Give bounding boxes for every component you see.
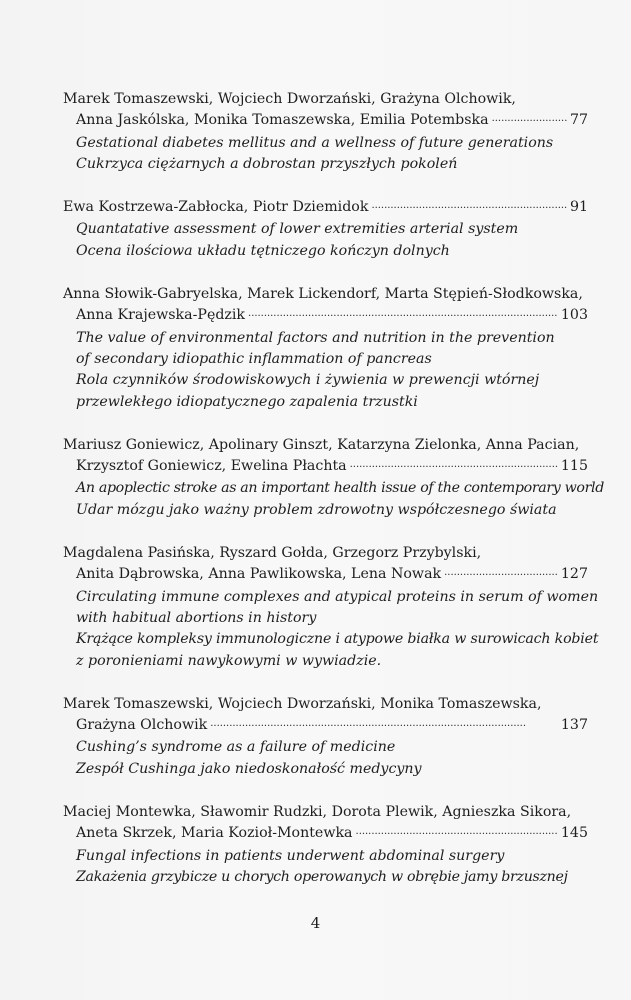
page-ref: 145 — [560, 825, 588, 842]
dot-leader — [350, 453, 558, 475]
article-title-en: Cushing’s syndrome as a failure of medicine — [76, 739, 396, 756]
article-title-en: An apoplectic stroke as an important health issue of the contemporary world — [76, 480, 604, 497]
dot-leader — [210, 712, 558, 734]
page-ref: 103 — [560, 307, 588, 324]
authors-line: Mariusz Goniewicz, Apolinary Ginszt, Katarzyna Zielonka, Anna Pacian, — [63, 436, 580, 453]
article-title-en: with habitual abortions in history — [76, 609, 317, 626]
article-title-pl: Cukrzyca ciężarnych a dobrostan przyszłych pokoleń — [76, 155, 458, 172]
authors: Anna Jaskólska, Monika Tomaszewska, Emilia Potembska — [76, 112, 489, 129]
article-title-pl: przewlekłego idiopatycznego zapalenia trzustki — [76, 393, 418, 410]
authors-line: Anna Słowik-Gabryelska, Marek Lickendorf, Marta Stępień-Słodkowska, — [63, 286, 583, 303]
article-title-pl: Rola czynników środowiskowych i żywienia w prewencji wtórnej — [76, 372, 540, 389]
authors: Aneta Skrzek, Maria Kozioł-Montewka — [76, 825, 353, 842]
authors: Grażyna Olchowik — [76, 717, 208, 734]
page-number: 4 — [310, 914, 321, 932]
authors: Anita Dąbrowska, Anna Pawlikowska, Lena Nowak — [76, 566, 442, 583]
authors-line-with-page — [63, 197, 588, 219]
dot-leader — [492, 107, 567, 129]
page-ref: 137 — [560, 717, 588, 734]
article-title-pl: Zespół Cushinga jako niedoskonałość medycyny — [76, 760, 422, 777]
authors-line-with-page — [63, 110, 588, 132]
page-ref: 115 — [560, 458, 588, 475]
article-title-pl: Krążące kompleksy immunologiczne i atypowe białka w surowicach kobiet — [76, 631, 599, 648]
article-title-pl: Ocena ilościowa układu tętniczego kończyn dolnych — [76, 242, 450, 259]
article-title-pl: Zakażenia grzybicze u chorych operowanych w obrębie jamy brzusznej — [76, 868, 568, 885]
authors: Anna Krajewska-Pędzik — [76, 307, 246, 324]
article-title-en: Fungal infections in patients underwent abdominal surgery — [76, 847, 505, 864]
authors: Ewa Kostrzewa-Zabłocka, Piotr Dziemidok — [63, 199, 369, 216]
dot-leader — [248, 302, 558, 324]
authors-line-with-page — [63, 456, 588, 478]
dot-leader — [356, 820, 558, 842]
article-title-pl: z poronieniami nawykowymi w wywiadzie. — [76, 652, 382, 669]
toc-entry — [63, 435, 604, 521]
authors-line-with-page — [63, 823, 588, 845]
authors-line: Maciej Montewka, Sławomir Rudzki, Dorota Plewik, Agnieszka Sikora, — [63, 804, 572, 821]
toc-entry — [63, 284, 588, 413]
authors-line-with-page — [63, 715, 588, 737]
toc-entry — [63, 694, 588, 780]
article-title-pl: Udar mózgu jako ważny problem zdrowotny współczesnego świata — [76, 501, 557, 518]
article-title-en: Gestational diabetes mellitus and a wellness of future generations — [76, 134, 554, 151]
toc-entry — [63, 543, 599, 672]
table-of-contents — [63, 89, 604, 910]
toc-entry — [63, 89, 588, 175]
authors-line: Marek Tomaszewski, Wojciech Dworzański, Monika Tomaszewska, — [63, 695, 542, 712]
authors-line-with-page — [63, 564, 588, 586]
dot-leader — [444, 561, 558, 583]
page-ref: 91 — [569, 199, 588, 216]
authors-line-with-page — [63, 305, 588, 327]
article-title-en: The value of environmental factors and nutrition in the prevention — [76, 329, 555, 346]
article-title-en: of secondary idiopathic inflammation of pancreas — [76, 350, 432, 367]
toc-entry — [63, 197, 588, 262]
page-ref: 77 — [569, 112, 588, 129]
article-title-en: Circulating immune complexes and atypical proteins in serum of women — [76, 588, 599, 605]
authors-line: Marek Tomaszewski, Wojciech Dworzański, Grażyna Olchowik, — [63, 91, 516, 107]
dot-leader — [371, 194, 567, 216]
authors-line: Magdalena Pasińska, Ryszard Gołda, Grzegorz Przybylski, — [63, 545, 482, 562]
article-title-en: Quantatative assessment of lower extremities arterial system — [76, 221, 519, 238]
authors: Krzysztof Goniewicz, Ewelina Płachta — [76, 458, 347, 475]
page-ref: 127 — [560, 566, 588, 583]
toc-entry — [63, 802, 588, 888]
